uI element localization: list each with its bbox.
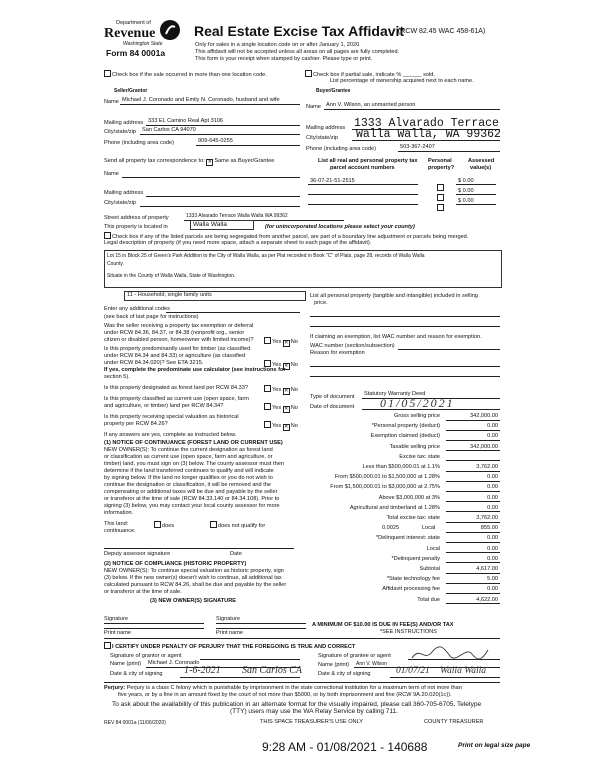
correspondence-row: Send all property tax correspondence to: ✕ Same as Buyer/Grantee bbox=[104, 158, 275, 165]
this-land-label: This land: bbox=[104, 521, 129, 527]
calc-label: Above $3,000,000 at 3% bbox=[378, 494, 440, 501]
values-heading: value(s) bbox=[470, 165, 492, 171]
notice1-line: or transferor at the time of sale (RCW 84.33.140 or 84.34.108). Prior to bbox=[104, 496, 280, 502]
seller-city-label: City/state/zip bbox=[104, 129, 137, 135]
grantor-name[interactable]: Michael J. Coronado bbox=[148, 660, 200, 666]
q1-line-c: citizen or disabled person, homeowner with limited income)? bbox=[104, 337, 254, 343]
additional-codes-label: Enter any additional codes bbox=[104, 306, 170, 312]
price-label: price. bbox=[314, 300, 328, 306]
calc-label: *State technology fee bbox=[386, 576, 440, 583]
calc-value[interactable]: 0.00 bbox=[487, 484, 498, 491]
calc-label: 0.0025 bbox=[382, 525, 400, 532]
see-back-note: (see back of last page for instructions) bbox=[104, 314, 199, 320]
buyer-mail-field[interactable]: 1333 Alvarado Terrace bbox=[354, 117, 499, 130]
if-any-note: If any answers are yes, complete as instructed below. bbox=[104, 432, 237, 438]
street-label: Street address of property bbox=[104, 215, 169, 221]
seller-mail-field[interactable]: 333 EL Camino Real Apt 3106 bbox=[148, 118, 224, 124]
calc-value[interactable]: 0.00 bbox=[487, 586, 498, 593]
does-check[interactable]: does bbox=[154, 521, 174, 530]
notice1-line: determine if the land transferred continues to qualify and will indicate bbox=[104, 468, 274, 474]
q1-line-b: under RCW 84.36, 84.37, or 84.38 (nonprofit org., senior bbox=[104, 330, 245, 336]
assessed-value-1[interactable]: $ 0.00 bbox=[458, 178, 474, 184]
calc-value[interactable]: 3,762.00 bbox=[476, 464, 498, 470]
docdate-field[interactable]: 01/05/2021 bbox=[380, 396, 455, 410]
minimum-note: A MINIMUM OF $10.00 IS DUE IN FEE(S) AND/OR TAX bbox=[312, 622, 454, 628]
grantor-signature-label: Signature of grantor or agent bbox=[110, 653, 182, 659]
notice2-line: NEW OWNER(S): To continue special valuation as historic property, sign bbox=[104, 568, 284, 574]
legal-description-label: Legal description of property (if you need more space, attach a separate sheet to each page of the affidavit). bbox=[104, 240, 372, 246]
street-field[interactable]: 1333 Alvarado Terrace Walla Walla WA 99362 bbox=[186, 213, 288, 219]
personal-check-3[interactable] bbox=[437, 197, 445, 215]
see-instructions-note: *SEE INSTRUCTIONS bbox=[380, 629, 437, 635]
calc-value[interactable]: 0.00 bbox=[487, 423, 498, 430]
same-as-buyer-check[interactable]: Same as Buyer/Grantee bbox=[214, 158, 275, 164]
parcels-heading-2: parcel account numbers bbox=[330, 165, 395, 171]
calc-value[interactable]: 0.00 bbox=[487, 545, 498, 552]
owner-signature-label-1: Signature bbox=[104, 616, 128, 622]
calc-value[interactable]: 0.00 bbox=[487, 433, 498, 440]
header-note-3: This form is your receipt when stamped by cashier. Please type or print. bbox=[195, 56, 373, 62]
alt-format-line-1: To ask about the availability of this publication in an alternate format for the visually impaired, please call 360-705-6705. Teletype bbox=[112, 701, 482, 708]
calc-label: Less than $500,000.01 at 1.1% bbox=[362, 464, 440, 470]
assessed-value-3[interactable]: $ 0.00 bbox=[458, 198, 474, 204]
seller-mail-label: Mailing address bbox=[104, 120, 144, 126]
does-not-check[interactable]: does not qualify for bbox=[210, 521, 265, 530]
list-percentage-note: List percentage of ownership acquired next to each name. bbox=[330, 78, 474, 84]
seller-phone-field[interactable]: 909-645-0255 bbox=[198, 138, 233, 144]
notice2-line: or transferor at the time of sale. bbox=[104, 589, 182, 595]
grantee-date[interactable]: 01/07/21 bbox=[396, 666, 430, 676]
calc-label: Excise tax: state bbox=[399, 453, 440, 460]
notice1-line: by signing below. If the land no longer qualifies or you do not wish to bbox=[104, 475, 273, 481]
owner-printname-label-1: Print name bbox=[104, 630, 132, 636]
corr-mail-label: Mailing address bbox=[104, 190, 144, 196]
q2-line-a: Is this property predominantly used for timber (as classified bbox=[104, 346, 251, 352]
grantee-name[interactable]: Ann V. Wilson bbox=[356, 661, 387, 667]
personal-heading: Personal bbox=[428, 158, 452, 164]
q4-line-a: Is this property classified as current use (open space, farm bbox=[104, 396, 249, 402]
corr-city-label: City/state/zip bbox=[104, 200, 137, 206]
notice1-line: signing (3) below, you may contact your local county assessor for more bbox=[104, 503, 280, 509]
calc-label: Gross selling price bbox=[393, 413, 440, 419]
notice1-line: information. bbox=[104, 510, 134, 516]
seller-name-label: Name bbox=[104, 99, 119, 105]
owner-signature-label-2: Signature bbox=[216, 616, 240, 622]
reason-label: Reason for exemption bbox=[310, 350, 365, 356]
calc-label: Local bbox=[426, 545, 440, 552]
calc-label: From $1,500,000.01 to $3,000,000 at 2.75% bbox=[330, 484, 440, 491]
legal-line-2: County. bbox=[107, 261, 124, 267]
grantee-city[interactable]: Walla Walla bbox=[440, 666, 487, 676]
calc-label: Total due bbox=[417, 596, 440, 603]
grantee-name-label: Name (print) bbox=[318, 662, 350, 668]
form-title: Real Estate Excise Tax Affidavit bbox=[194, 23, 405, 39]
continuance-label: continuance. bbox=[104, 528, 136, 534]
assessed-heading: Assessed bbox=[468, 158, 495, 164]
buyer-city-label: City/state/zip bbox=[306, 135, 339, 141]
calc-value[interactable]: 855.00 bbox=[480, 525, 498, 532]
calc-label: Subtotal bbox=[419, 566, 440, 572]
unincorporated-note: (for unincorporated locations please select your county) bbox=[265, 224, 415, 230]
new-owner-signature-heading: (3) NEW OWNER(S) SIGNATURE bbox=[150, 598, 236, 604]
revision-label: REV 84 0001a (11/06/2020) bbox=[104, 720, 166, 726]
calc-label: From $500,000.01 to $1,500,000 at 1.28% bbox=[334, 474, 440, 481]
located-label: This property is located in bbox=[104, 224, 168, 230]
legal-line-1: Lot 15 in Block 25 of Green's Park Addition to the City of Walla Walla, as per Plat recorded in Book "C" of Plats, page 28, records of Walla Walla bbox=[107, 253, 425, 259]
calc-value[interactable]: 4,622.00 bbox=[476, 596, 498, 603]
segregated-check[interactable]: Check box if any of the listed parcels are being segregated from another parcel, are part of a boundary line adjustment or parcels being merged. bbox=[104, 232, 468, 241]
q2-answer[interactable]: Yes ✕ No bbox=[264, 360, 298, 370]
alt-format-line-2: (TTY) users may use the WA Relay Service by calling 711. bbox=[230, 708, 398, 715]
notice1-line: or classification as current use (open space, farm and agriculture, or bbox=[104, 454, 273, 460]
notice1-line: compensating or additional taxes will be due and payable by the seller bbox=[104, 489, 278, 495]
perjury-line-1: Perjury: Perjury is a class C felony which is punishable by imprisonment in the state correctional institution for a maximum term of not more than bbox=[104, 685, 462, 691]
calc-label: Agricultural and timberland at 1.28% bbox=[349, 504, 440, 511]
calc-value[interactable]: 0.00 bbox=[487, 504, 498, 511]
county-treasurer-label: COUNTY TREASURER bbox=[424, 719, 484, 725]
personal-property-label: List all personal property (tangible and intangible) included in selling bbox=[310, 293, 478, 299]
property-q-heading: property? bbox=[428, 165, 455, 171]
location-select[interactable]: Walla Walla bbox=[190, 220, 254, 230]
buyer-phone-field[interactable]: 503-367-2407 bbox=[400, 144, 435, 150]
q5-line-b: property per RCW 84.26? bbox=[104, 421, 168, 427]
header-note-1: Only for sales in a single location code on or after January 1, 2020. bbox=[195, 42, 361, 48]
calc-label: Exemption claimed (deduct) bbox=[370, 433, 440, 440]
buyer-city-field[interactable]: Walla Walla, WA 99362 bbox=[356, 128, 501, 141]
cashier-stamp: 9:28 AM - 01/08/2021 - 140688 bbox=[262, 740, 428, 754]
q3-text: Is this property designated as forest land per RCW 84.33? bbox=[104, 385, 248, 391]
calc-label: *Delinquent interest: state bbox=[375, 535, 440, 542]
q2-line-e: section 5). bbox=[104, 374, 130, 380]
q3-answer[interactable]: Yes ✕ No bbox=[264, 385, 298, 395]
state-label: Washington State bbox=[123, 41, 163, 47]
deputy-signature-label: Deputy assessor signature bbox=[104, 551, 171, 557]
calc-value[interactable]: 0.00 bbox=[487, 494, 498, 501]
notice2-line: (3) below. If the new owner(s) doesn't wish to continue, all additional tax bbox=[104, 575, 282, 581]
notice-compliance-heading: (2) NOTICE OF COMPLIANCE (HISTORIC PROPERTY) bbox=[104, 561, 247, 567]
q2-line-c: under RCW 84.34.020)? See ETA 3215. bbox=[104, 360, 204, 366]
header-note-2: This affidavit will not be accepted unless all areas on all pages are fully completed. bbox=[195, 49, 400, 55]
calc-local-label: Local bbox=[422, 525, 436, 532]
calc-value[interactable]: 342,000.00 bbox=[470, 413, 498, 419]
calc-label: Taxable selling price bbox=[389, 443, 440, 450]
notice-continuance-heading: (1) NOTICE OF CONTINUANCE (FOREST LAND OR CURRENT USE) bbox=[104, 440, 283, 446]
notice1-line: timber) land, you must sign on (3) below. The county assessor must then bbox=[104, 461, 284, 467]
calc-value[interactable]: 0.00 bbox=[487, 535, 498, 542]
revenue-logo-text: Revenue bbox=[104, 26, 156, 41]
calc-value[interactable]: 0.00 bbox=[487, 555, 498, 562]
owner-printname-label-2: Print name bbox=[216, 630, 244, 636]
deputy-date-label: Date bbox=[230, 551, 242, 557]
calc-label: *Delinquent penalty bbox=[391, 555, 440, 562]
seller-city-field[interactable]: San Carlos CA 94070 bbox=[142, 127, 196, 133]
exemption-label: If claiming an exemption, list WAC number and reason for exemption. bbox=[310, 334, 482, 340]
buyer-heading: Buyer/Grantee bbox=[316, 88, 351, 94]
parcel-number[interactable]: 36-07-21-51-2515 bbox=[310, 178, 355, 184]
notice1-line: NEW OWNER(S): To continue the current designation as forest land bbox=[104, 447, 273, 453]
buyer-name-field[interactable]: Ann V. Wilson, an unmarried person bbox=[326, 102, 416, 108]
wac-label: WAC number (section/subsection) bbox=[310, 343, 395, 349]
seller-phone-label: Phone (including area code) bbox=[104, 140, 174, 146]
buyer-name-label: Name bbox=[306, 104, 321, 110]
form-number: Form 84 0001a bbox=[106, 48, 166, 58]
multi-location-check[interactable]: Check box if the sale occurred in more than one location code. bbox=[104, 70, 267, 79]
buyer-phone-label: Phone (including area code) bbox=[306, 146, 376, 152]
grantor-date[interactable]: 1-6-2021 bbox=[184, 665, 221, 676]
calc-value[interactable]: 3,762.00 bbox=[476, 515, 498, 521]
certify-heading: I CERTIFY UNDER PENALTY OF PERJURY THAT THE FOREGOING IS TRUE AND CORRECT bbox=[104, 642, 355, 651]
legal-size-note: Print on legal size pape bbox=[458, 742, 531, 749]
perjury-line-2: five years, or by a fine in an amount fixed by the court of not more than $5000, or by both imprisonment and fine (RCW 9A.20.020(1c)). bbox=[118, 692, 452, 698]
parcels-heading-1: List all real and personal property tax bbox=[318, 158, 418, 164]
calc-value[interactable]: 4,617.00 bbox=[476, 566, 498, 572]
notice1-line: continue the designation or classification, it will be removed and the bbox=[104, 482, 271, 488]
calc-value[interactable]: 0.00 bbox=[487, 474, 498, 481]
q1-answer[interactable]: Yes ✕ No bbox=[264, 337, 298, 347]
buyer-mail-label: Mailing address bbox=[306, 125, 346, 131]
grantee-date-label: Date & city of signing bbox=[318, 671, 371, 677]
corr-name-label: Name bbox=[104, 171, 119, 177]
q5-answer[interactable]: Yes ✕ No bbox=[264, 421, 298, 431]
grantee-signature-label: Signature of grantee or agent bbox=[318, 653, 391, 659]
treasurer-use-label: THIS SPACE TREASURER'S USE ONLY bbox=[260, 719, 364, 725]
q4-answer[interactable]: Yes ✕ No bbox=[264, 403, 298, 413]
grantor-name-label: Name (print) bbox=[110, 661, 142, 667]
docdate-label: Date of document bbox=[310, 404, 355, 410]
rcw-reference: (RCW 82.45 WAC 458-61A) bbox=[398, 28, 486, 35]
calc-label: Total excise tax: state bbox=[386, 515, 440, 521]
grantor-date-label: Date & city of signing bbox=[110, 671, 163, 677]
doctype-label: Type of document bbox=[310, 394, 355, 400]
doctype-field[interactable]: Statutory Warranty Deed bbox=[364, 391, 426, 397]
seller-name-field[interactable]: Michael J. Coronado and Emily N. Coronado, husband and wife bbox=[122, 97, 280, 103]
q4-line-b: and agriculture, or timber) land per RCW 84.34? bbox=[104, 403, 224, 409]
notice2-line: calculated pursuant to RCW 84.26, shall be due and payable by the seller bbox=[104, 582, 287, 588]
assessed-value-2[interactable]: $ 0.00 bbox=[458, 188, 474, 194]
q1-line-a: Was the seller receiving a property tax exemption or deferral bbox=[104, 323, 254, 329]
land-use-code-select[interactable]: 11 - Household, single family units bbox=[124, 291, 306, 301]
revenue-logo-icon bbox=[160, 20, 180, 40]
legal-line-3: Situate in the County of Walla Walla, State of Washington. bbox=[107, 273, 236, 279]
calc-value[interactable]: 5.00 bbox=[487, 576, 498, 583]
seller-heading: Seller/Grantor bbox=[114, 88, 148, 94]
partial-sale-check[interactable]: Check box if partial sale, indicate % ______ sold. bbox=[305, 70, 435, 79]
grantor-city[interactable]: San Carlos CA bbox=[242, 665, 303, 676]
calc-value[interactable]: 342,000.00 bbox=[470, 443, 498, 450]
calc-label: Affidavit processing fee bbox=[382, 586, 440, 593]
q2-line-d: If yes, complete the predominate use calculator (see instructions for bbox=[104, 367, 286, 373]
dept-label: Department of bbox=[116, 20, 151, 26]
q5-line-a: Is this property receiving special valuation as historical bbox=[104, 414, 239, 420]
calc-label: *Personal property (deduct) bbox=[371, 423, 440, 430]
q2-line-b: under RCW 84.34 and 84.33) or agriculture (as classified bbox=[104, 353, 246, 359]
